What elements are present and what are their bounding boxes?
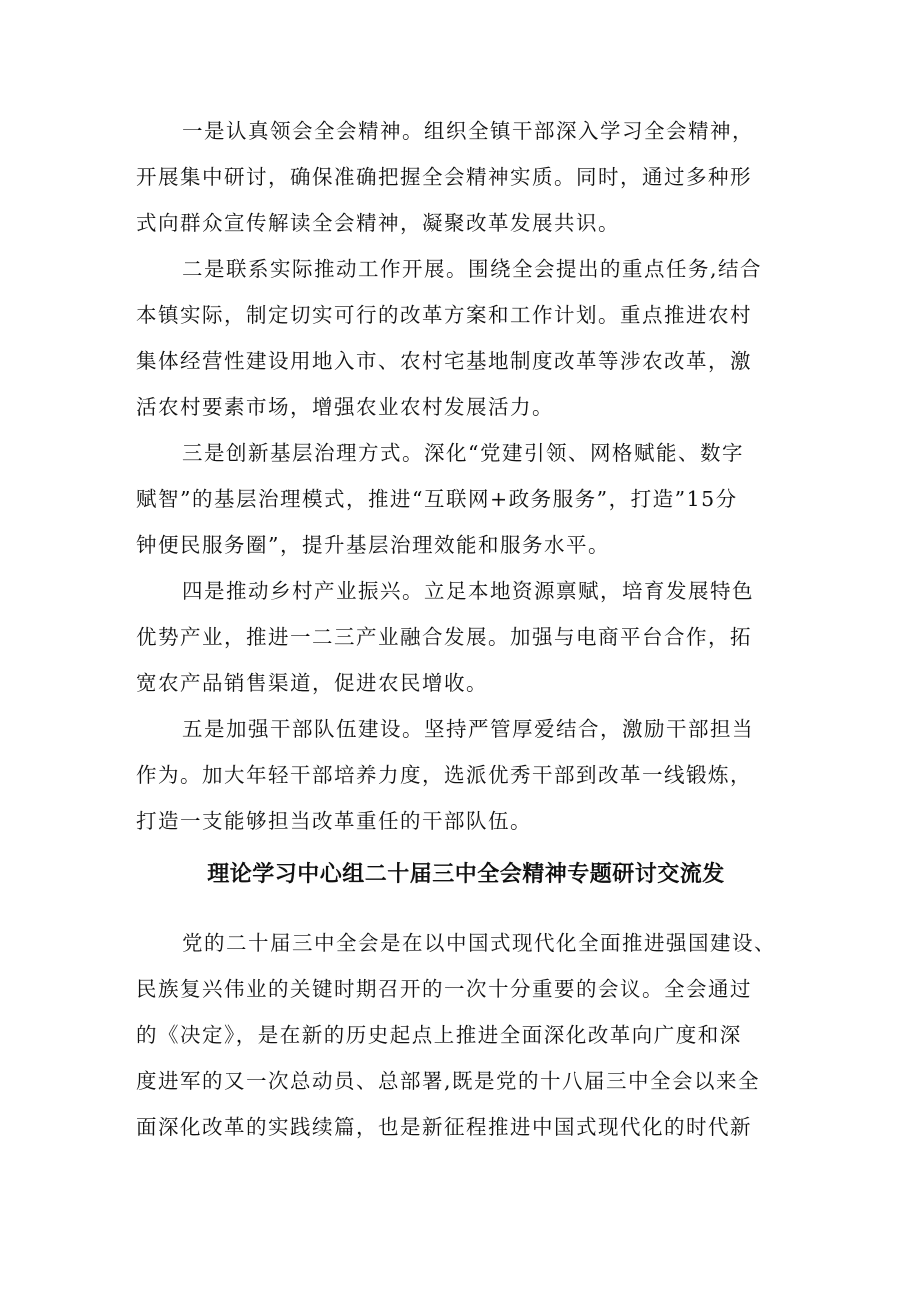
text-line: 的《决定》，是在新的历史起点上推进全面深化改革向广度和深	[136, 1023, 742, 1047]
text-line: 式向群众宣传解读全会精神，凝聚改革发展共识。	[136, 211, 620, 235]
paragraph-rural-industry	[136, 568, 796, 706]
paragraph-cadre-team	[136, 706, 796, 844]
paragraph-study-spirit	[136, 108, 796, 246]
text-line: 党的二十届三中全会是在以中国式现代化全面推进强国建设、	[182, 931, 776, 955]
body-text-bottom	[136, 920, 796, 1150]
text-line: 开展集中研讨，确保准确把握全会精神实质。同时，通过多种形	[136, 165, 752, 189]
text-line: 三是创新基层治理方式。深化“党建引领、网格赋能、数字	[182, 441, 744, 465]
text-line: 作为。加大年轻干部培养力度，选派优秀干部到改革一线锻炼，	[136, 763, 752, 787]
section-title: 理论学习中心组二十届三中全会精神专题研讨交流发	[207, 862, 725, 887]
text-line: 一是认真领会全会精神。组织全镇干部深入学习全会精神，	[182, 119, 754, 143]
text-line: 打造一支能够担当改革重任的干部队伍。	[136, 809, 532, 833]
text-line: 五是加强干部队伍建设。坚持严管厚爱结合，激励干部担当	[182, 717, 754, 741]
text-line: 度进军的又一次总动员、总部署,既是党的十八届三中全会以来全	[136, 1069, 761, 1093]
text-line: 优势产业，推进一二三产业融合发展。加强与电商平台合作，拓	[136, 625, 752, 649]
text-line: 本镇实际，制定切实可行的改革方案和工作计划。重点推进农村	[136, 303, 752, 327]
paragraph-intro	[136, 920, 796, 1150]
paragraph-practical-work	[136, 246, 796, 430]
body-text-top	[136, 108, 796, 844]
text-line: 钟便民服务圈”，提升基层治理效能和服务水平。	[136, 533, 610, 557]
text-line: 民族复兴伟业的关键时期召开的一次十分重要的会议。全会通过	[136, 977, 752, 1001]
text-line: 面深化改革的实践续篇，也是新征程推进中国式现代化的时代新	[136, 1115, 752, 1139]
text-line: 二是联系实际推动工作开展。围绕全会提出的重点任务,结合	[182, 257, 763, 281]
text-line: 集体经营性建设用地入市、农村宅基地制度改革等涉农改革，激	[136, 349, 752, 373]
text-line: 赋智”的基层治理模式，推进“互联网+政务服务”，打造”15分	[136, 487, 738, 511]
paragraph-governance	[136, 430, 796, 568]
text-line: 宽农产品销售渠道，促进农民增收。	[136, 671, 488, 695]
text-line: 活农村要素市场，增强农业农村发展活力。	[136, 395, 554, 419]
text-line: 四是推动乡村产业振兴。立足本地资源禀赋，培育发展特色	[182, 579, 754, 603]
